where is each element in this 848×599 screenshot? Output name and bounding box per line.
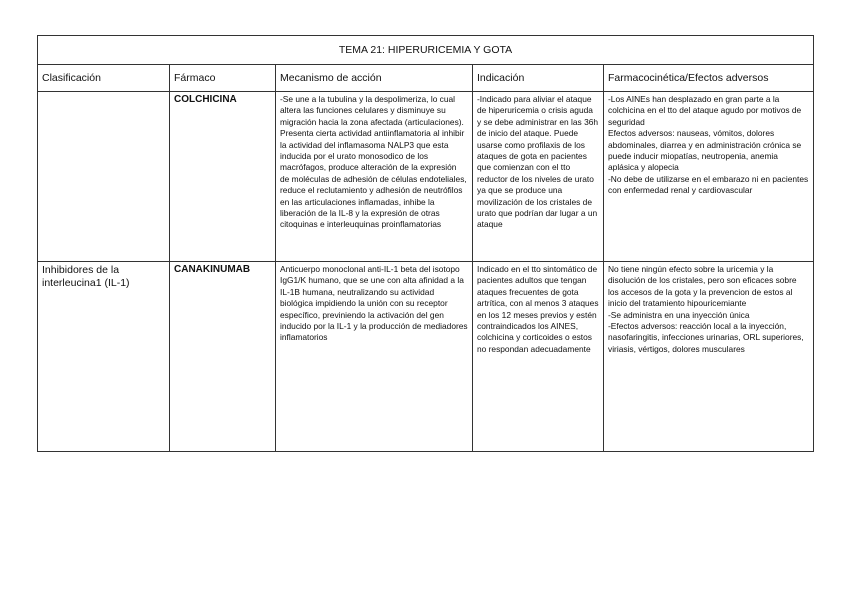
cell-farmacocinetica: No tiene ningún efecto sobre la uricemia y la disolución de los cristales, pero son eficaces sobre los accesos de la gota y la prevencion de estos al inicio del tratamiento hipouricemiante -Se administra en una inyección única -Efectos adversos: reacción local a la inyección, nasofaringitis, infecciones urinarias, ORL superiores, viriasis, vértigos, dolores musculares (604, 262, 814, 452)
cell-mecanismo: Anticuerpo monoclonal anti-IL-1 beta del isotopo IgG1/K humano, que se une con alta afinidad a la IL-1B humana, neutralizando su actividad biológica impidiendo la unión con su receptor específico, previniendo la activación del gen inducido por la IL-1 y la producción de mediadores inflamatorios (276, 262, 473, 452)
table-row (38, 92, 814, 262)
cell-clasificacion: Inhibidores de la interleucina1 (IL-1) (38, 262, 170, 452)
cell-clasificacion (38, 92, 170, 262)
cell-farmacocinetica: -Los AINEs han desplazado en gran parte a la colchicina en el tto del ataque agudo por motivos de seguridad Efectos adversos: nauseas, vómitos, dolores abdominales, diarrea y en administración crónica se puede inducir miopatías, neutropenia, anemia aplásica y alopecia -No debe de utilizarse en el embarazo ni en pacientes con enfermedad renal y cardiovascular (604, 92, 814, 262)
cell-indicacion: -Indicado para aliviar el ataque de hiperuricemia o crisis aguda y se debe administrar en las 36h de inicio del ataque. Puede usarse como profilaxis de los ataques de gota en pacientes que comienzan con el tto reductor de los niveles de urato ya que se produce una movilización de los cristales de urato que podrían dar lugar a un ataque (473, 92, 604, 262)
cell-indicacion: Indicado en el tto sintomático de pacientes adultos que tengan ataques frecuentes de gota artrítica, con al menos 3 ataques en los 12 meses previos y estén contraindicados los AINES, colchicina y corticoides o estos no respondan adecuadamente (473, 262, 604, 452)
header-mecanismo: Mecanismo de acción (276, 65, 473, 92)
header-farmaco: Fármaco (170, 65, 276, 92)
cell-farmaco: CANAKINUMAB (170, 262, 276, 452)
header-farmacocinetica: Farmacocinética/Efectos adversos (604, 65, 814, 92)
drug-table (37, 35, 814, 452)
document-title: TEMA 21: HIPERURICEMIA Y GOTA (38, 36, 814, 65)
cell-mecanismo: -Se une a la tubulina y la despolimeriza, lo cual altera las funciones celulares y disminuye su migración hacia la zona afectada (articulaciones). Presenta cierta actividad antiinflamatoria al inhibir la actividad del inflamasoma NALP3 que esta inducida por el urato monosodico de los macrófagos, produce alteración de la expresión de moléculas de adhesión de células endoteliales, reduce el reclutamiento y adhesión de neutrófilos en las articulaciones inflamadas, inhibe la liberación de la IL-8 y la expresión de otras citoquinas e interleuquinas proinflamatorias (276, 92, 473, 262)
header-clasificacion: Clasificación (38, 65, 170, 92)
header-indicacion: Indicación (473, 65, 604, 92)
cell-farmaco: COLCHICINA (170, 92, 276, 262)
header-row (38, 65, 814, 92)
table-row (38, 262, 814, 452)
